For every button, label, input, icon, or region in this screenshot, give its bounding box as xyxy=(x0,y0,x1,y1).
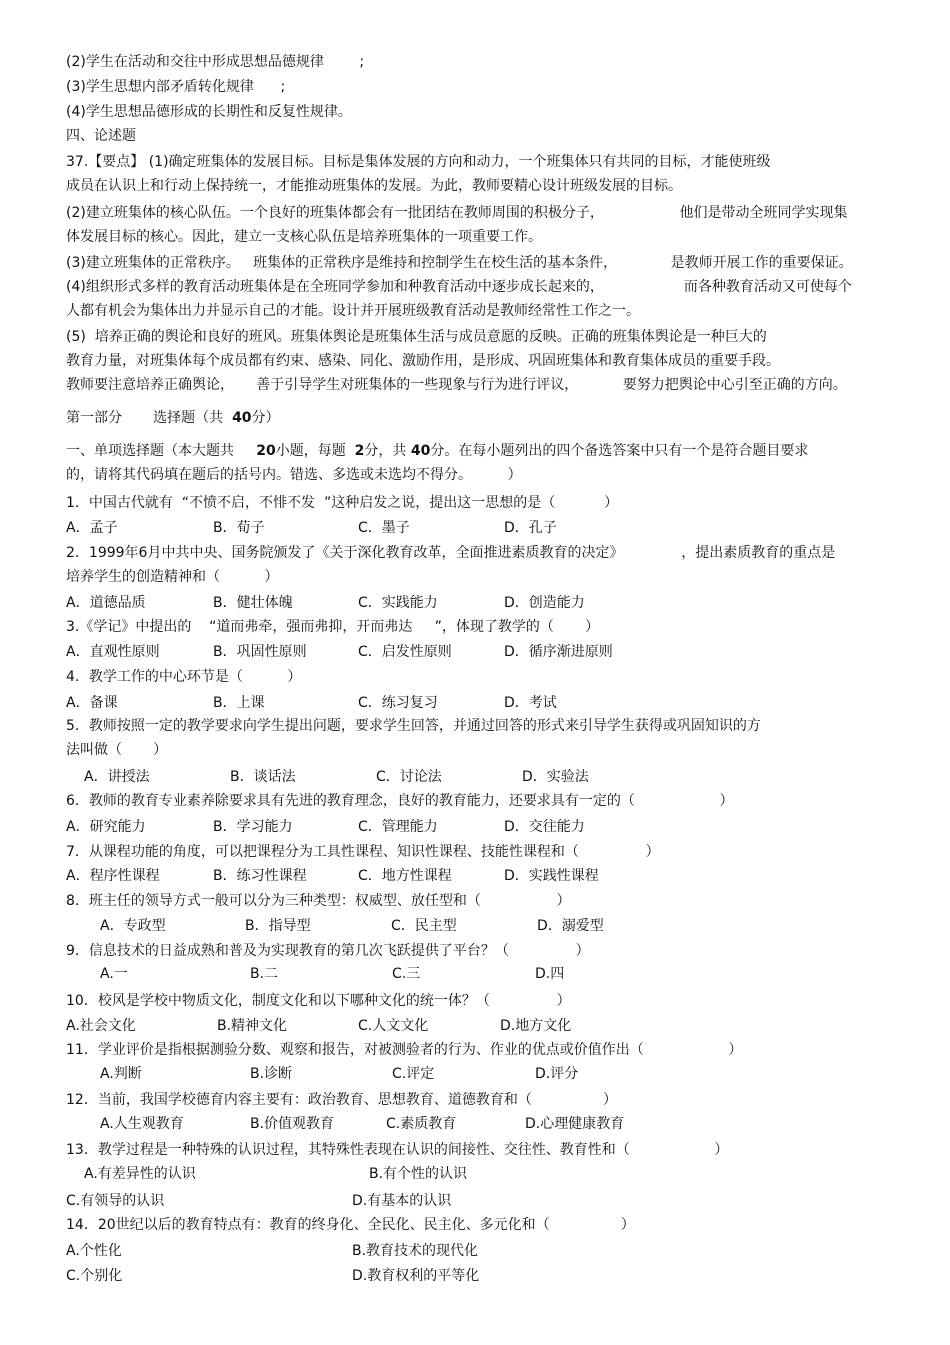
q1-option-d: D．孔子 xyxy=(504,520,557,536)
essay-p1-line1: 37.【要点】 (1)确定班集体的发展目标。目标是集体发展的方向和动力，一个班集体只有共同的目标，才能使班级 xyxy=(66,154,771,170)
q1-option-c: C．墨子 xyxy=(358,520,410,536)
q11-option-a: A.判断 xyxy=(100,1066,142,1082)
q3-option-a: A．直观性原则 xyxy=(66,644,160,660)
q9-option-c: C.三 xyxy=(392,966,421,982)
instr-text-c: 小题，每题 xyxy=(275,443,355,459)
q5-stem-line1: 5．教师按照一定的教学要求向学生提出问题，要求学生回答，并通过回答的形式来引导学生获得或巩固知识的方 xyxy=(66,718,761,734)
q7-option-b: B．练习性课程 xyxy=(213,868,307,884)
essay-p5-line2: 教育力量，对班集体每个成员都有约束、感染、同化、激励作用，是形成、巩固班集体和教育集体成员的重要手段。 xyxy=(66,353,780,369)
q8-option-b: B．指导型 xyxy=(245,918,311,934)
part-one-title-text: 第一部分 选择题（共 xyxy=(66,410,233,426)
q2-stem-line1: 2．1999年6月中共中央、国务院颁发了《关于深化教育改革，全面推进素质教育的决定》 ，提出素质教育的重点是 xyxy=(66,545,836,561)
q14-option-a: A.个性化 xyxy=(66,1243,122,1259)
q7-option-d: D．实践性课程 xyxy=(504,868,599,884)
q13-option-b: B.有个性的认识 xyxy=(369,1166,468,1182)
instr-text-g: 分。在每小题列出的四个备选答案中只有一个是符合题目要求 xyxy=(430,443,809,459)
q11-option-d: D.评分 xyxy=(535,1066,579,1082)
q2-option-a: A．道德品质 xyxy=(66,595,146,611)
q13-stem: 13．教学过程是一种特殊的认识过程，其特殊性表现在认识的间接性、交往性、教育性和（ ） xyxy=(66,1142,729,1158)
essay-p2-line2: 体发展目标的核心。因此，建立一支核心队伍是培养班集体的一项重要工作。 xyxy=(66,229,542,245)
q10-option-b: B.精神文化 xyxy=(217,1018,288,1034)
q2-option-d: D．创造能力 xyxy=(504,595,585,611)
q14-option-c: C.个别化 xyxy=(66,1268,123,1284)
q7-option-c: C．地方性课程 xyxy=(358,868,452,884)
q9-option-b: B.二 xyxy=(250,966,279,982)
instr-total: 40 xyxy=(410,443,431,459)
q4-option-b: B．上课 xyxy=(213,695,265,711)
q9-option-d: D.四 xyxy=(535,966,565,982)
essay-p5-line1: (5) 培养正确的舆论和良好的班风。班集体舆论是班集体生活与成员意愿的反映。正确的班集体舆论是一种巨大的 xyxy=(66,329,767,345)
q6-option-d: D．交往能力 xyxy=(504,819,585,835)
q12-option-a: A.人生观教育 xyxy=(100,1116,184,1132)
q13-option-c: C.有领导的认识 xyxy=(66,1193,165,1209)
q7-option-a: A．程序性课程 xyxy=(66,868,160,884)
ethics-law-3: (3)学生思想内部矛盾转化规律 ; xyxy=(66,79,286,95)
q3-option-b: B．巩固性原则 xyxy=(213,644,307,660)
q5-option-b: B．谈话法 xyxy=(230,769,296,785)
q4-stem: 4．教学工作的中心环节是（ ） xyxy=(66,669,302,685)
q6-option-c: C．管理能力 xyxy=(358,819,438,835)
q3-option-c: C．启发性原则 xyxy=(358,644,452,660)
q4-option-c: C．练习复习 xyxy=(358,695,438,711)
q11-option-b: B.诊断 xyxy=(250,1066,293,1082)
q4-option-a: A．备课 xyxy=(66,695,118,711)
q2-option-b: B．健壮体魄 xyxy=(213,595,293,611)
q14-option-b: B.教育技术的现代化 xyxy=(352,1243,479,1259)
q8-option-c: C．民主型 xyxy=(391,918,457,934)
q12-option-c: C.素质教育 xyxy=(386,1116,457,1132)
essay-p4-line2: 人都有机会为集体出力并显示自己的才能。设计并开展班级教育活动是教师经常性工作之一。 xyxy=(66,303,640,319)
q8-stem: 8．班主任的领导方式一般可以分为三种类型：权威型、放任型和（ ） xyxy=(66,893,571,909)
q2-option-c: C．实践能力 xyxy=(358,595,438,611)
instr-text-e: 分，共 xyxy=(364,443,411,459)
q5-option-c: C．讨论法 xyxy=(376,769,442,785)
essay-p1-line2: 成员在认识上和行动上保持统一，才能推动班集体的发展。为此，教师要精心设计班级发展的目标。 xyxy=(66,178,682,194)
q2-stem-line2: 培养学生的创造精神和（ ） xyxy=(66,569,279,585)
q13-option-d: D.有基本的认识 xyxy=(352,1193,452,1209)
q10-option-a: A.社会文化 xyxy=(66,1018,136,1034)
q3-stem: 3.《学记》中提出的 “道而弗牵，强而弗抑，开而弗达 ”，体现了教学的（ ） xyxy=(66,619,600,635)
q5-option-a: A．讲授法 xyxy=(84,769,150,785)
instr-text-a: 一、单项选择题（本大题共 xyxy=(66,443,257,459)
q9-option-a: A.一 xyxy=(100,966,128,982)
q14-option-d: D.教育权利的平等化 xyxy=(352,1268,480,1284)
ethics-law-4: (4)学生思想品德形成的长期性和反复性规律。 xyxy=(66,104,352,120)
q6-option-b: B．学习能力 xyxy=(213,819,293,835)
instructions-line1 xyxy=(66,441,808,461)
q4-option-d: D．考试 xyxy=(504,695,557,711)
q3-option-d: D．循序渐进原则 xyxy=(504,644,613,660)
essay-p4-line1: (4)组织形式多样的教育活动班集体是在全班同学参加和种教育活动中逐步成长起来的， 而各种教育活动又可使每个 xyxy=(66,279,852,295)
q1-option-b: B．荀子 xyxy=(213,520,265,536)
q9-stem: 9．信息技术的日益成熟和普及为实现教育的第几次飞跃提供了平台？（ ） xyxy=(66,943,590,959)
essay-p2-line1: (2)建立班集体的核心队伍。一个良好的班集体都会有一批团结在教师周围的积极分子， 他们是带动全班同学实现集 xyxy=(66,205,848,221)
q6-stem: 6．教师的教育专业素养除要求具有先进的教育理念，良好的教育能力，还要求具有一定的（ ） xyxy=(66,793,734,809)
q11-stem: 11．学业评价是指根据测验分数、观察和报告，对被测验者的行为、作业的优点或价值作出（ ） xyxy=(66,1042,743,1058)
q12-stem: 12．当前，我国学校德育内容主要有：政治教育、思想教育、道德教育和（ ） xyxy=(66,1092,618,1108)
ethics-law-2: (2)学生在活动和交往中形成思想品德规律 ; xyxy=(66,54,365,70)
part-one-score: 40 xyxy=(232,410,252,426)
q7-stem: 7．从课程功能的角度，可以把课程分为工具性课程、知识性课程、技能性课程和（ ） xyxy=(66,844,660,860)
q8-option-d: D．溺爱型 xyxy=(537,918,604,934)
instructions-line2: 的，请将其代码填在题后的括号内。错选、多选或未选均不得分。 ） xyxy=(66,467,522,483)
q10-option-d: D.地方文化 xyxy=(500,1018,572,1034)
part-one-title-end: 分） xyxy=(251,410,280,426)
q8-option-a: A．专政型 xyxy=(100,918,166,934)
essay-p3: (3)建立班集体的正常秩序。 班集体的正常秩序是维持和控制学生在校生活的基本条件， 是教师开展工作的重要保证。 xyxy=(66,255,853,271)
q1-stem: 1．中国古代就有 “不愤不启，不悱不发 ”这种启发之说，提出这一思想的是（ ） xyxy=(66,495,619,511)
q6-option-a: A．研究能力 xyxy=(66,819,146,835)
q5-option-d: D．实验法 xyxy=(522,769,589,785)
q10-stem: 10．校风是学校中物质文化，制度文化和以下哪种文化的统一体？（ ） xyxy=(66,993,571,1009)
part-one-title xyxy=(66,408,280,428)
essay-p5-line3: 教师要注意培养正确舆论， 善于引导学生对班集体的一些现象与行为进行评议， 要努力把舆论中心引至正确的方向。 xyxy=(66,377,847,393)
q14-stem: 14．20世纪以后的教育特点有：教育的终身化、全民化、民主化、多元化和（ ） xyxy=(66,1217,635,1233)
q10-option-c: C.人文文化 xyxy=(358,1018,429,1034)
instr-per-score: 2 xyxy=(354,443,365,459)
instr-count: 20 xyxy=(256,443,276,459)
q12-option-b: B.价值观教育 xyxy=(250,1116,335,1132)
q11-option-c: C.评定 xyxy=(392,1066,435,1082)
q5-stem-line2: 法叫做（ ） xyxy=(66,742,168,758)
section-four-heading: 四、论述题 xyxy=(66,128,136,144)
q12-option-d: D.心理健康教育 xyxy=(525,1116,625,1132)
q13-option-a: A.有差异性的认识 xyxy=(84,1166,196,1182)
q1-option-a: A．孟子 xyxy=(66,520,118,536)
